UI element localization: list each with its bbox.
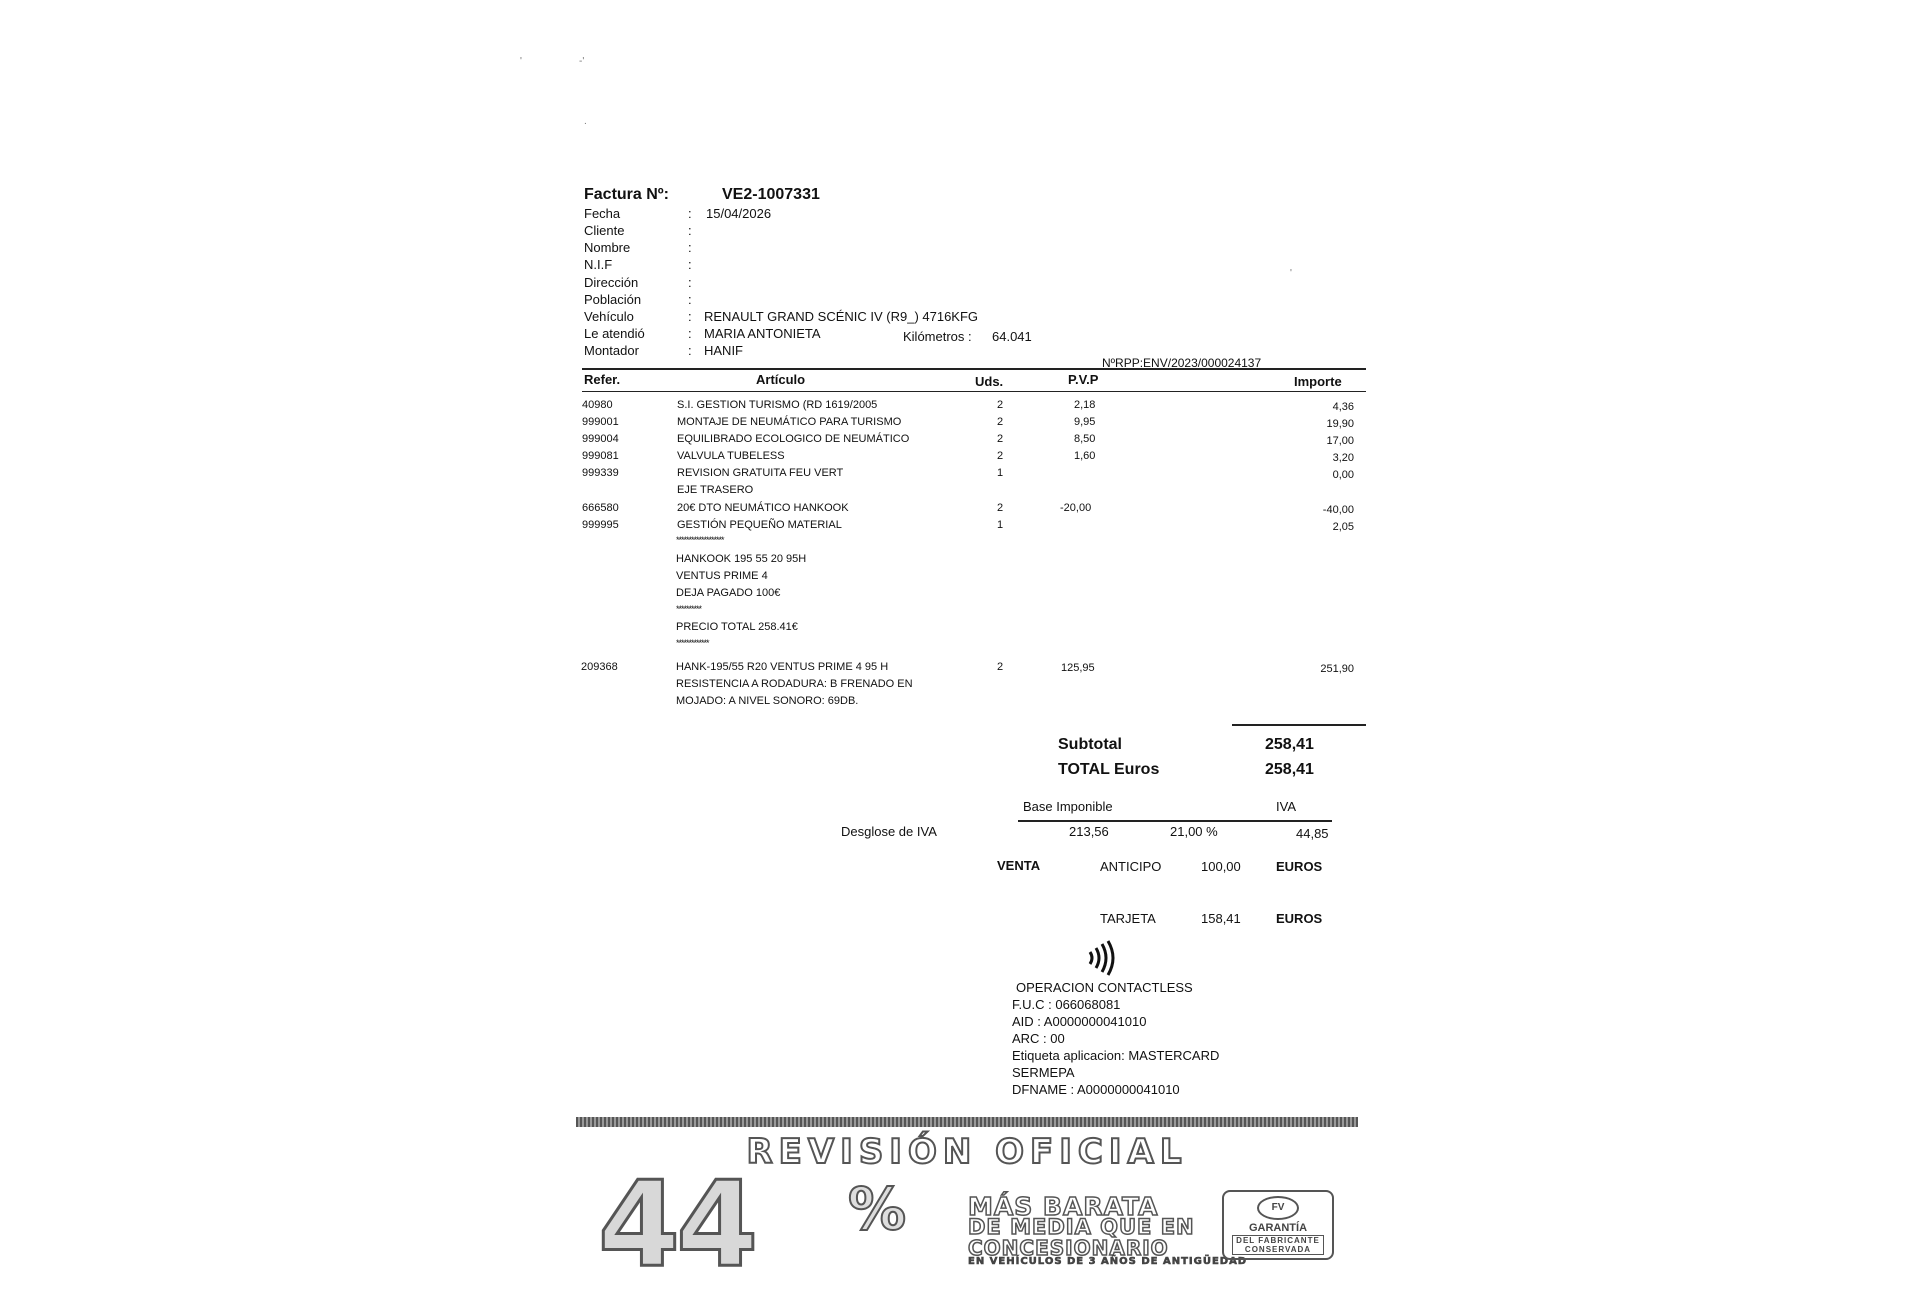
row-article: HANK-195/55 R20 VENTUS PRIME 4 95 H (676, 661, 889, 673)
field-label: Montador (584, 343, 639, 358)
row-pvp: 125,95 (1061, 662, 1095, 674)
row-article: EQUILIBRADO ECOLOGICO DE NEUMÁTICO (677, 433, 910, 445)
banner-title: REVISIÓN OFICIAL (746, 1132, 1188, 1172)
note-line: ******************* (676, 535, 724, 545)
table-header-rule (582, 391, 1366, 392)
banner-line-2: DE MEDIA QUE EN (968, 1215, 1195, 1239)
subtotal-label: Subtotal (1058, 736, 1122, 753)
row-article: 20€ DTO NEUMÁTICO HANKOOK (677, 502, 849, 514)
field-label: Le atendió (584, 326, 645, 341)
col-pvp: P.V.P (1068, 372, 1099, 387)
invoice-number-label: Factura Nº: (584, 186, 669, 203)
seal-subtitle: DEL FABRICANTE CONSERVADA (1232, 1235, 1324, 1255)
anticipo-label: ANTICIPO (1100, 859, 1162, 874)
field-label: Vehículo (584, 309, 634, 324)
seal-logo-icon: FV (1257, 1196, 1299, 1220)
row-pvp: 8,50 (1074, 433, 1096, 445)
row-article: MONTAJE DE NEUMÁTICO PARA TURISMO (677, 416, 902, 428)
row-units: 2 (997, 661, 1004, 673)
row-article: VALVULA TUBELESS (677, 450, 785, 462)
row-importe: 2,05 (1332, 521, 1354, 533)
km-label: Kilómetros : (903, 329, 972, 344)
row-importe: 4,36 (1332, 401, 1354, 413)
field-separator: : (688, 257, 692, 272)
banner-big-number: 44 (598, 1155, 755, 1293)
row-importe: 17,00 (1326, 435, 1354, 447)
row-units: 2 (997, 399, 1004, 411)
note-line: PRECIO TOTAL 258.41€ (676, 621, 798, 633)
field-value: HANIF (704, 343, 743, 358)
card-detail-line: F.U.C : 066068081 (1012, 997, 1121, 1012)
note-line: ************* (676, 638, 709, 648)
row-importe: 251,90 (1320, 663, 1354, 675)
row-importe: 0,00 (1332, 469, 1354, 481)
invoice-number: VE2-1007331 (722, 186, 820, 203)
field-separator: : (688, 223, 692, 238)
anticipo-value: 100,00 (1201, 859, 1241, 874)
field-value: MARIA ANTONIETA (704, 326, 821, 341)
field-separator: : (688, 292, 692, 307)
row-article: S.I. GESTION TURISMO (RD 1619/2005 (677, 399, 878, 411)
card-detail-line: Etiqueta aplicacion: MASTERCARD (1012, 1048, 1220, 1063)
col-units: Uds. (975, 374, 1004, 389)
row-importe: 19,90 (1326, 418, 1354, 430)
field-label: Población (584, 292, 642, 307)
row-units: 2 (997, 502, 1004, 514)
col-importe: Importe (1294, 374, 1342, 389)
field-label: N.I.F (584, 257, 613, 272)
table-top-rule (582, 368, 1366, 370)
row-ref: 40980 (582, 399, 613, 411)
subtotal-value: 258,41 (1265, 736, 1314, 753)
row-ref: 209368 (581, 661, 618, 673)
field-value: 15/04/2026 (706, 206, 772, 221)
field-separator: : (688, 343, 692, 358)
field-label: Nombre (584, 240, 631, 255)
row-units: 1 (997, 519, 1004, 531)
card-detail-line: SERMEPA (1012, 1065, 1075, 1080)
note-line: ********** (676, 604, 702, 614)
iva-label: IVA (1276, 799, 1296, 814)
field-separator: : (688, 275, 692, 290)
banner-line-1: MÁS BARATA (968, 1192, 1159, 1221)
row-importe: 3,20 (1332, 452, 1354, 464)
card-detail-line: AID : A0000000041010 (1012, 1014, 1147, 1029)
desglose-iva-label: Desglose de IVA (841, 824, 937, 839)
scan-speck: ' (1290, 268, 1292, 279)
rpp-number: NºRPP:ENV/2023/000024137 (1102, 356, 1262, 370)
row-article: GESTIÓN PEQUEÑO MATERIAL (677, 519, 842, 531)
row-article: EJE TRASERO (677, 484, 754, 496)
row-ref: 666580 (582, 502, 619, 514)
row-units: 2 (997, 416, 1004, 428)
row-ref: 999995 (582, 519, 619, 531)
banner-percent: % (848, 1175, 907, 1243)
row-units: 1 (997, 467, 1004, 479)
field-value: RENAULT GRAND SCÉNIC IV (R9_) 4716KFG (704, 309, 979, 324)
iva-value: 44,85 (1296, 826, 1329, 841)
field-separator: : (688, 326, 692, 341)
seal-title: GARANTÍA (1248, 1222, 1308, 1234)
tarjeta-value: 158,41 (1201, 911, 1241, 926)
tarjeta-label: TARJETA (1100, 911, 1156, 926)
card-detail-line: DFNAME : A0000000041010 (1012, 1082, 1180, 1097)
row-ref: 999004 (582, 433, 619, 445)
banner-line-3: CONCESIONARIO (968, 1236, 1169, 1260)
scan-speck: . (584, 116, 587, 127)
scan-speck: -' (579, 56, 585, 67)
row-ref: 999081 (582, 450, 619, 462)
row-units: 2 (997, 450, 1004, 462)
field-separator: : (688, 206, 692, 221)
base-imponible-label: Base Imponible (1023, 799, 1113, 814)
km-value: 64.041 (992, 329, 1032, 344)
field-label: Cliente (584, 223, 625, 238)
total-value: 258,41 (1265, 761, 1314, 778)
row-pvp: 9,95 (1074, 416, 1096, 428)
totals-rule (1232, 724, 1366, 726)
warranty-seal (1222, 1190, 1334, 1260)
card-detail-line: OPERACION CONTACTLESS (1016, 980, 1193, 995)
row-pvp: -20,00 (1060, 502, 1092, 514)
note-line: DEJA PAGADO 100€ (676, 587, 781, 599)
iva-rule (1018, 820, 1332, 822)
field-separator: : (688, 309, 692, 324)
card-detail-line: ARC : 00 (1012, 1031, 1065, 1046)
tarjeta-currency: EUROS (1276, 911, 1323, 926)
note-line: HANKOOK 195 55 20 95H (676, 553, 807, 565)
total-label: TOTAL Euros (1058, 761, 1160, 778)
field-label: Dirección (584, 275, 639, 290)
anticipo-currency: EUROS (1276, 859, 1323, 874)
row-ref: 999001 (582, 416, 619, 428)
note-line: VENTUS PRIME 4 (676, 570, 768, 582)
row-article-line: RESISTENCIA A RODADURA: B FRENADO EN (676, 678, 913, 690)
base-value: 213,56 (1069, 824, 1109, 839)
row-article: REVISION GRATUITA FEU VERT (677, 467, 844, 479)
row-article-line: MOJADO: A NIVEL SONORO: 69DB. (676, 695, 859, 707)
col-ref: Refer. (584, 372, 621, 387)
row-importe: -40,00 (1322, 504, 1354, 516)
row-units: 2 (997, 433, 1004, 445)
banner-strip (576, 1117, 1358, 1127)
contactless-icon (1084, 940, 1118, 976)
field-separator: : (688, 240, 692, 255)
row-pvp: 1,60 (1074, 450, 1096, 462)
banner-line-4: EN VEHÍCULOS DE 3 AÑOS DE ANTIGÜEDAD (968, 1256, 1248, 1267)
row-ref: 999339 (582, 467, 619, 479)
iva-rate: 21,00 % (1170, 824, 1218, 839)
field-label: Fecha (584, 206, 621, 221)
col-article: Artículo (756, 372, 806, 387)
scan-speck: ' (520, 56, 522, 67)
row-pvp: 2,18 (1074, 399, 1096, 411)
venta-label: VENTA (997, 858, 1041, 873)
